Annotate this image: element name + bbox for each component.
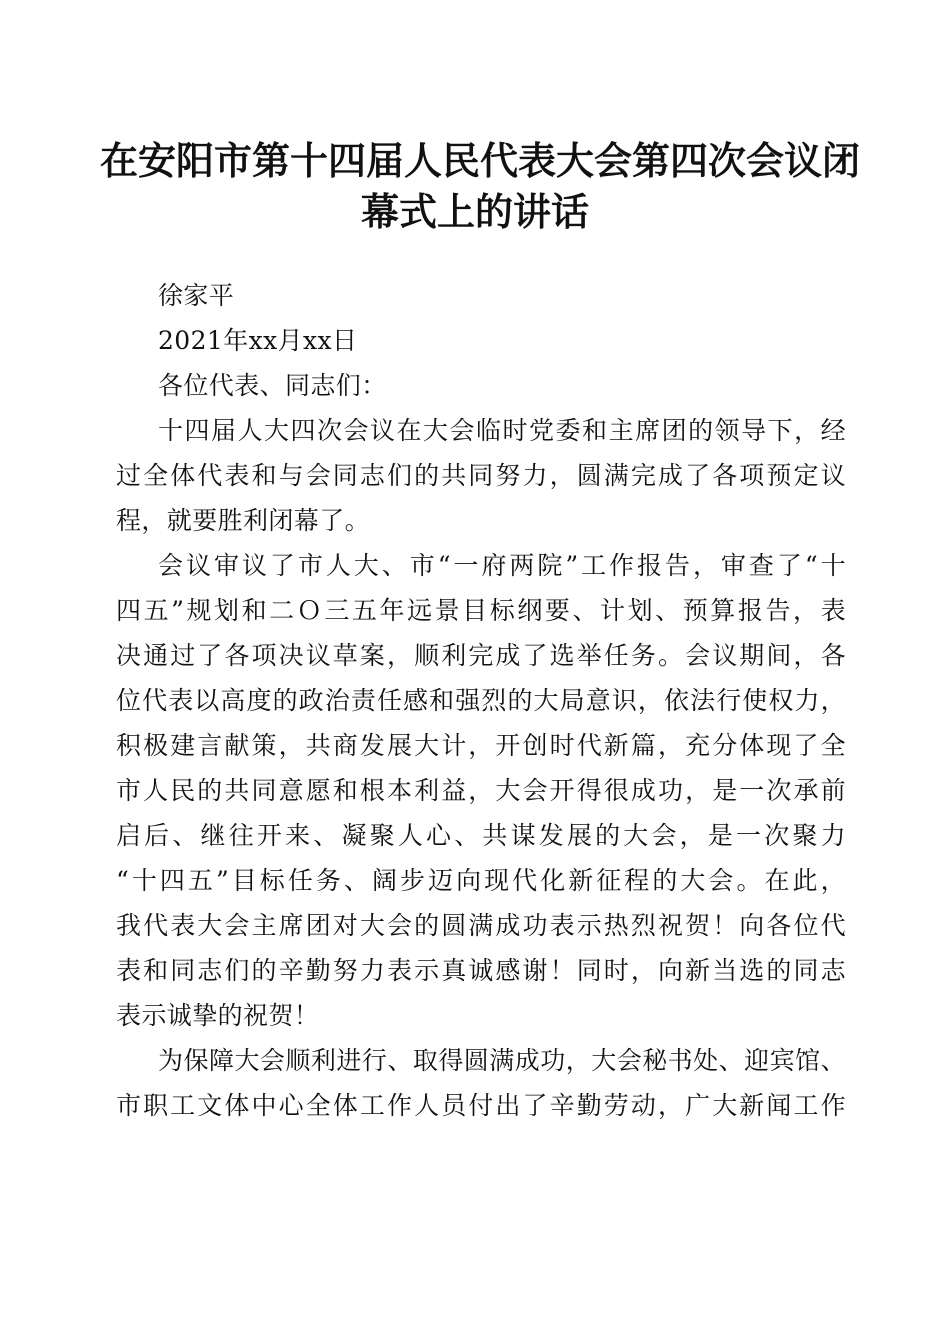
paragraph-2-line-2: 四五”规划和二Ｏ三五年远景目标纲要、计划、预算报告，表 — [116, 596, 846, 625]
author-line: 徐家平 — [158, 281, 235, 310]
document-title — [100, 135, 861, 237]
paragraph-2-line-7: 启后、继往开来、凝聚人心、共谋发展的大会，是一次聚力 — [116, 821, 846, 850]
paragraph-2-line-1: 会议审议了市人大、市“一府两院”工作报告，审查了“十 — [158, 551, 846, 580]
paragraph-2-line-4: 位代表以高度的政治责任感和强烈的大局意识，依法行使权力， — [116, 686, 846, 715]
paragraph-2-line-6: 市人民的共同意愿和根本利益，大会开得很成功，是一次承前 — [116, 776, 846, 805]
paragraph-2-line-10: 表和同志们的辛勤努力表示真诚感谢！同时，向新当选的同志 — [116, 956, 846, 985]
date-line: 2021年xx月xx日 — [158, 326, 358, 355]
paragraph-3-line-1: 为保障大会顺利进行、取得圆满成功，大会秘书处、迎宾馆、 — [158, 1046, 846, 1075]
paragraph-1-line-1: 十四届人大四次会议在大会临时党委和主席团的领导下，经 — [158, 416, 846, 445]
title-line-1: 在安阳市第十四届人民代表大会第四次会议闭 — [100, 138, 861, 183]
paragraph-2-line-8: “十四五”目标任务、阔步迈向现代化新征程的大会。在此， — [116, 866, 846, 895]
paragraph-2-line-3: 决通过了各项决议草案，顺利完成了选举任务。会议期间，各 — [116, 641, 846, 670]
paragraph-3-line-2: 市职工文体中心全体工作人员付出了辛勤劳动，广大新闻工作 — [116, 1091, 846, 1120]
paragraph-2-line-9: 我代表大会主席团对大会的圆满成功表示热烈祝贺！向各位代 — [116, 911, 846, 940]
salutation-line: 各位代表、同志们： — [158, 371, 387, 400]
paragraph-2-line-5: 积极建言献策，共商发展大计，开创时代新篇，充分体现了全 — [116, 731, 846, 760]
document-body — [116, 273, 846, 1128]
paragraph-2-line-11: 表示诚挚的祝贺！ — [116, 1001, 320, 1030]
paragraph-1-line-3: 程，就要胜利闭幕了。 — [116, 506, 371, 535]
paragraph-1-line-2: 过全体代表和与会同志们的共同努力，圆满完成了各项预定议 — [116, 461, 846, 490]
title-line-2: 幕式上的讲话 — [360, 189, 589, 234]
